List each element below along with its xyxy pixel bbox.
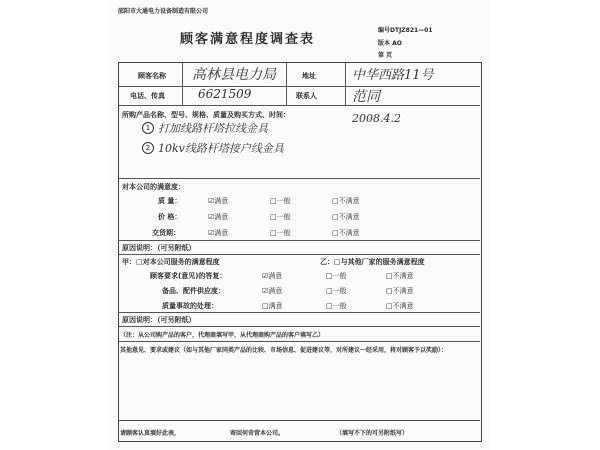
price-option-average[interactable]: □一般 [270, 213, 291, 221]
purchase-label: 所购产品名称、型号、规格、质量及购买方式、时间： [122, 111, 290, 119]
satisfaction-label: 对本公司的满意度： [122, 183, 185, 191]
row-divider [118, 105, 480, 106]
quality-option-unsatisfied[interactable]: □不满意 [332, 197, 360, 205]
service-b-label: 乙：□与其他厂家的服务满意程度 [320, 258, 425, 266]
delivery-option-unsatisfied[interactable]: □不满意 [332, 229, 360, 237]
price-option-satisfied[interactable]: ☑满意 [208, 213, 229, 221]
reason-note-2: 原因说明：（可另附纸） [122, 316, 196, 324]
price-option-unsatisfied[interactable]: □不满意 [332, 213, 360, 221]
delivery-option-average[interactable]: □一般 [270, 229, 291, 237]
fill-instruction-note: （注：从公司购产品的客户，代理商填写甲，从代理商购产品的客户填写乙） [120, 332, 325, 339]
row-divider [118, 86, 480, 87]
purchase-item-number: 2 [142, 142, 154, 154]
col-divider [182, 62, 183, 105]
accident-option-average[interactable]: □一般 [326, 302, 347, 310]
section-divider [118, 420, 480, 421]
col-divider [286, 62, 287, 105]
service-a-label: 甲：□对本公司服务的满意程度 [122, 258, 220, 266]
section-divider [118, 240, 480, 241]
section-divider [118, 178, 480, 179]
spare-parts-option-satisfied[interactable]: ☑满意 [262, 287, 283, 295]
page-label: 第 页 [378, 52, 393, 59]
purchase-item-number: 1 [142, 122, 154, 134]
section-divider [118, 312, 480, 313]
suggestion-label: 其他意见、要求或建议（如与其他厂家同类产品的比较、市场信息、促进建议等，对所建议一经采用，将对顾客予以奖励）： [120, 347, 448, 354]
customer-label: 顾客名称 [138, 72, 166, 80]
reply-option-unsatisfied[interactable]: □不满意 [386, 272, 414, 280]
address-label: 地址 [302, 72, 316, 80]
col-divider [345, 62, 346, 105]
phone-label: 电话、传真 [130, 92, 165, 100]
purchase-item: 打加线路杆塔拉线金具 [158, 122, 268, 135]
spare-parts-label: 备品、配件供应度： [162, 287, 225, 295]
reason-note: 原因说明：（可另附纸） [122, 244, 196, 252]
accident-option-satisfied[interactable]: □满意 [262, 302, 283, 310]
section-divider [118, 326, 480, 327]
accident-option-unsatisfied[interactable]: □不满意 [386, 302, 414, 310]
contact-value: 范同 [352, 89, 380, 105]
document-title: 顾客满意程度调查表 [180, 32, 316, 47]
footer-mid: 寄回何奇营本公司。 [230, 430, 285, 437]
section-divider [118, 341, 480, 342]
delivery-option-satisfied[interactable]: ☑满意 [208, 229, 229, 237]
reply-label: 顾客要求(意见)的答复： [150, 272, 227, 280]
quality-label: 质 量： [158, 197, 182, 205]
document-number: 编号DTJZ821—01 [378, 27, 433, 34]
price-label: 价 格： [158, 213, 182, 221]
quality-option-average[interactable]: □一般 [270, 197, 291, 205]
reply-option-satisfied[interactable]: ☑满意 [262, 272, 283, 280]
footer-right: （填写不下的可另附纸写） [336, 430, 409, 437]
purchase-item: 10kv线路杆塔接户线金具 [158, 142, 284, 155]
section-divider [118, 254, 480, 255]
footer-left: 请顾客认真填好此表， [120, 430, 181, 437]
version-label: 版本 AO [378, 40, 402, 47]
quality-option-satisfied[interactable]: ☑满意 [208, 197, 229, 205]
contact-label: 联系人 [296, 92, 317, 100]
delivery-label: 交货期： [152, 229, 180, 237]
spare-parts-option-average[interactable]: □一般 [326, 287, 347, 295]
spare-parts-option-unsatisfied[interactable]: □不满意 [386, 287, 414, 295]
address-value: 中华西路11号 [352, 68, 434, 83]
phone-value: 6621509 [198, 87, 252, 101]
customer-value: 高林县电力局 [192, 67, 276, 83]
company-name: 邵阳市大通电力设备制造有限公司 [118, 8, 209, 15]
reply-option-average[interactable]: □一般 [326, 272, 347, 280]
quality-accident-label: 质量事故的处理： [162, 302, 218, 310]
purchase-date: 2008.4.2 [352, 112, 401, 125]
